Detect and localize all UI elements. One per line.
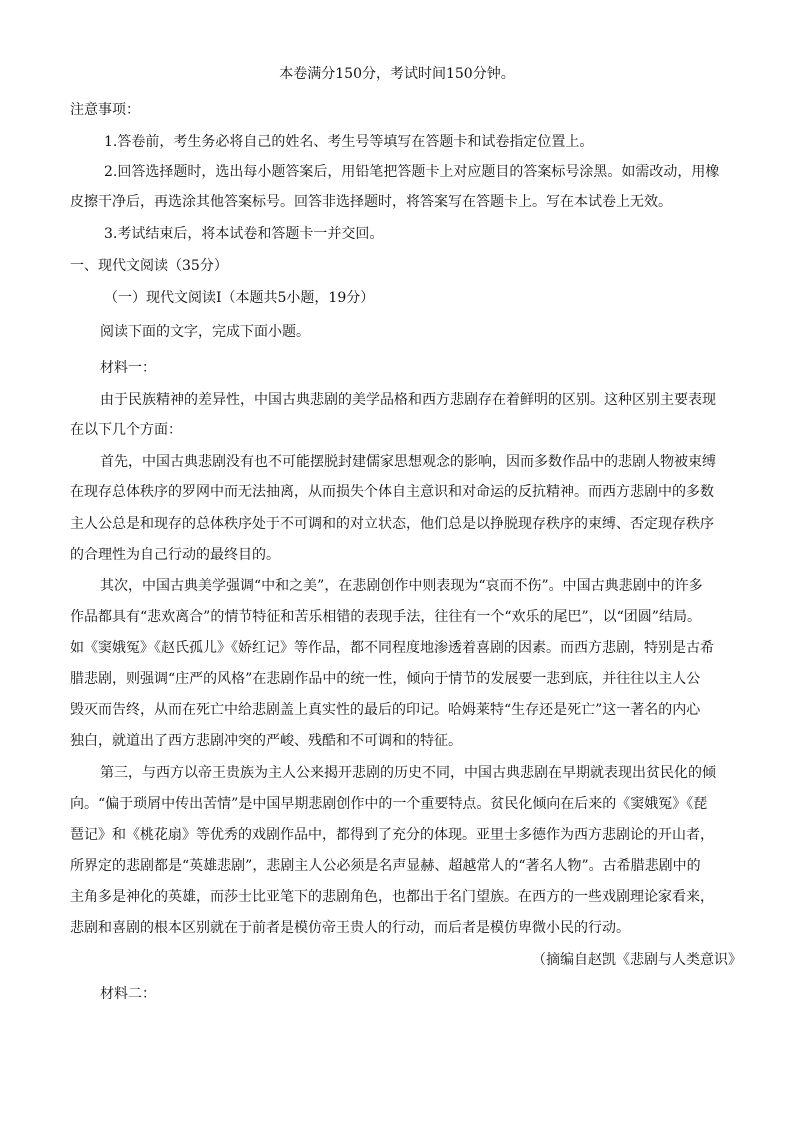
material1-line: 如《窦娥冤》《赵氏孤儿》《娇红记》等作品，都不同程度地渗透着喜剧的因素。而西方悲剧，特别是古希 bbox=[70, 640, 714, 656]
material1-line: 独白，就道出了西方悲剧冲突的严峻、残酷和不可调和的特征。 bbox=[70, 733, 462, 749]
material1-line: 第三，与西方以帝王贵族为主人公来揭开悲剧的历史不同，中国古典悲剧在早期就表现出贫民化的倾 bbox=[100, 765, 716, 781]
material1-line: 在以下几个方面： bbox=[70, 422, 182, 438]
material1-line: 主角多是神化的英雄，而莎士比亚笔下的悲剧角色，也都出于名门望族。在西方的一些戏剧理论家看来， bbox=[70, 889, 714, 905]
notice-item-2: 2.回答选择题时，选出每小题答案后，用铅笔把答题卡上对应题目的答案标号涂黑。如需改动，用橡 bbox=[104, 164, 720, 180]
material1-line: 其次，中国古典美学强调“中和之美”，在悲剧创作中则表现为“哀而不伤”。中国古典悲剧中的许多 bbox=[100, 578, 703, 594]
material1-line: 向。“偏于琐屑中传出苦情”是中国早期悲剧创作中的一个重要特点。贫民化倾向在后来的《窦娥冤》《琵 bbox=[70, 796, 708, 812]
material1-line: 琶记》和《桃花扇》等优秀的戏剧作品中，都得到了充分的体现。亚里士多德作为西方悲剧论的开山者， bbox=[70, 827, 714, 843]
section-title: 一、现代文阅读（35分） bbox=[70, 258, 228, 274]
notice-item-1: 1.答卷前，考生务必将自己的姓名、考生号等填写在答题卡和试卷指定位置上。 bbox=[104, 134, 594, 150]
exam-info: 本卷满分150分，考试时间150分钟。 bbox=[279, 66, 515, 82]
material1-line: 首先，中国古典悲剧没有也不可能摆脱封建儒家思想观念的影响，因而多数作品中的悲剧人物被束缚 bbox=[100, 454, 716, 470]
material1-line: 由于民族精神的差异性，中国古典悲剧的美学品格和西方悲剧存在着鲜明的区别。这种区别主要表现 bbox=[100, 392, 716, 408]
material1-line: 悲剧和喜剧的根本区别就在于前者是模仿帝王贵人的行动，而后者是模仿卑微小民的行动。 bbox=[70, 920, 630, 936]
material1-label: 材料一： bbox=[100, 360, 156, 376]
material1-line: 主人公总是和现存的总体秩序处于不可调和的对立状态，他们总是以挣脱现存秩序的束缚、否定现存秩序 bbox=[70, 516, 714, 532]
material1-line: 在现存总体秩序的罗网中而无法抽离，从而损失个体自主意识和对命运的反抗精神。而西方悲剧中的多数 bbox=[70, 484, 714, 500]
notice-item-3: 3.考试结束后，将本试卷和答题卡一并交回。 bbox=[104, 226, 384, 242]
subsection-title: （一）现代文阅读Ⅰ（本题共5小题，19分） bbox=[104, 290, 375, 306]
material1-line: 腊悲剧，则强调“庄严的风格”在悲剧作品中的统一性，倾向于情节的发展要一悲到底，并往往以主人公 bbox=[70, 671, 701, 687]
material1-line: 作品都具有“悲欢离合”的情节特征和苦乐相错的表现手法，往往有一个“欢乐的尾巴”，以“团圆”结局。 bbox=[70, 609, 701, 625]
material2-label: 材料二： bbox=[100, 986, 156, 1002]
notice-item-2-cont: 皮擦干净后，再选涂其他答案标号。回答非选择题时，将答案写在答题卡上。写在本试卷上无效。 bbox=[70, 194, 672, 210]
notice-title: 注意事项： bbox=[70, 102, 140, 118]
material1-line: 毁灭而告终，从而在死亡中给悲剧盖上真实性的最后的印记。哈姆莱特“生存还是死亡”这一著名的内心 bbox=[70, 702, 701, 718]
material1-source: （摘编自赵凯《悲剧与人类意识》 bbox=[532, 952, 742, 968]
material1-line: 所界定的悲剧都是“英雄悲剧”，悲剧主人公必须是名声显赫、超越常人的“著名人物”。古希腊悲剧中的 bbox=[70, 858, 701, 874]
material1-line: 的合理性为自己行动的最终目的。 bbox=[70, 547, 280, 563]
reading-instruction: 阅读下面的文字，完成下面小题。 bbox=[100, 324, 310, 340]
